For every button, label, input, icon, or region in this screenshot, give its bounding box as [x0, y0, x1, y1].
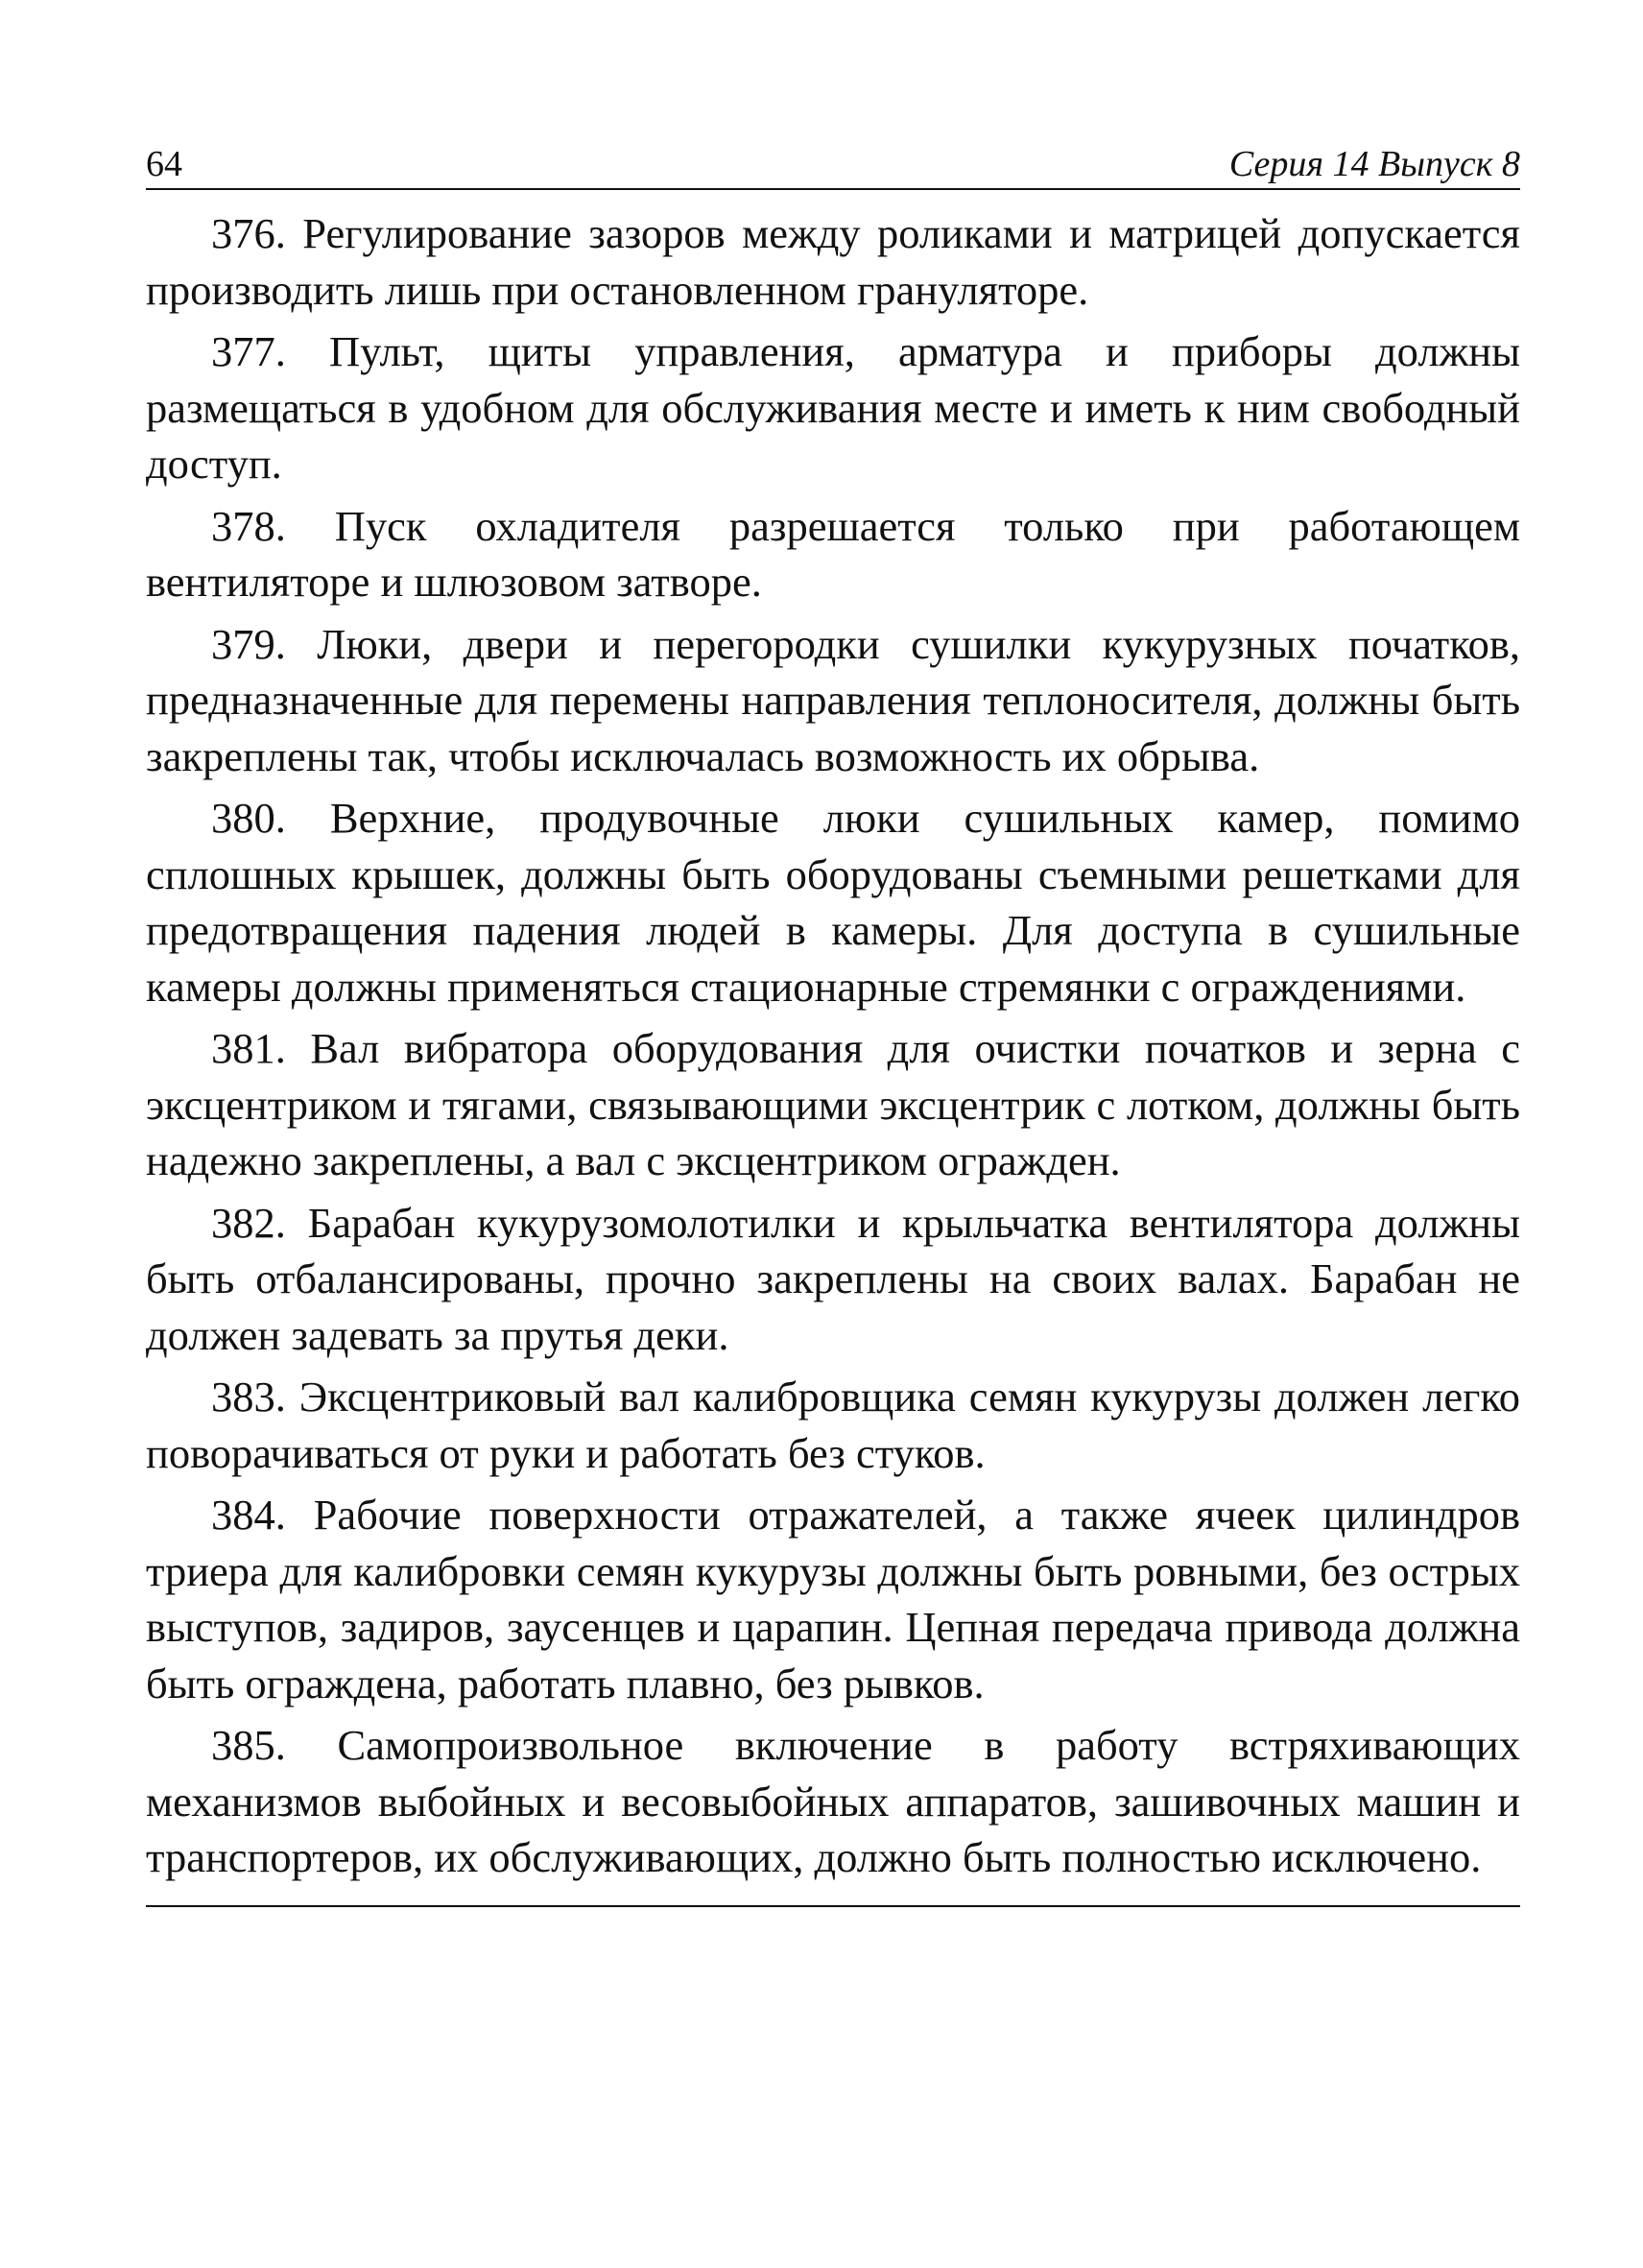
paragraph-382: 382. Барабан кукурузомолотилки и крыльчатка вентилятора должны быть отбалансированы, прочно закреплены на своих валах. Барабан не должен задевать за прутья деки. [146, 1198, 1520, 1359]
paragraph-380: 380. Верхние, продувочные люки сушильных камер, помимо сплошных крышек, должны быть оборудованы съемными решетками для предотвращения падения людей в камеры. Для доступа в сушильные камеры должны применяться стационарные стремянки с ограждениями. [146, 794, 1520, 1011]
running-title: Серия 14 Выпуск 8 [1228, 144, 1520, 184]
body-text [146, 205, 1520, 1886]
bottom-rule [146, 1905, 1520, 1907]
paragraph-383: 383. Эксцентриковый вал калибровщика семян кукурузы должен легко поворачиваться от руки и работать без стуков. [146, 1373, 1520, 1477]
document-page [146, 132, 1520, 1907]
page-header [146, 132, 1520, 190]
paragraph-379: 379. Люки, двери и перегородки сушилки кукурузных початков, предназначенные для перемены направления теплоносителя, должны быть закреплены так, чтобы исключалась возможность их обрыва. [146, 619, 1520, 780]
paragraph-377: 377. Пульт, щиты управления, арматура и приборы должны размещаться в удобном для обслуживания месте и иметь к ним свободный доступ. [146, 327, 1520, 488]
paragraph-384: 384. Рабочие поверхности отражателей, а также ячеек цилиндров триера для калибровки семян кукурузы должны быть ровными, без острых выступов, задиров, заусенцев и царапин. Цепная передача привода должна быть ограждена, работать плавно, без рывков. [146, 1491, 1520, 1707]
paragraph-381: 381. Вал вибратора оборудования для очистки початков и зерна с эксцентриком и тягами, связывающими эксцентрик с лотком, должны быть надежно закреплены, а вал с эксцентриком огражден. [146, 1024, 1520, 1184]
paragraph-385: 385. Самопроизвольное включение в работу встряхивающих механизмов выбойных и весовыбойных аппаратов, зашивочных машин и транспортеров, их обслуживающих, должно быть полностью исключено. [146, 1721, 1520, 1881]
paragraph-376: 376. Регулирование зазоров между роликами и матрицей допускается производить лишь при остановленном грануляторе. [146, 209, 1520, 314]
page-number: 64 [146, 144, 182, 184]
paragraph-378: 378. Пуск охладителя разрешается только при работающем вентиляторе и шлюзовом затворе. [146, 501, 1520, 606]
